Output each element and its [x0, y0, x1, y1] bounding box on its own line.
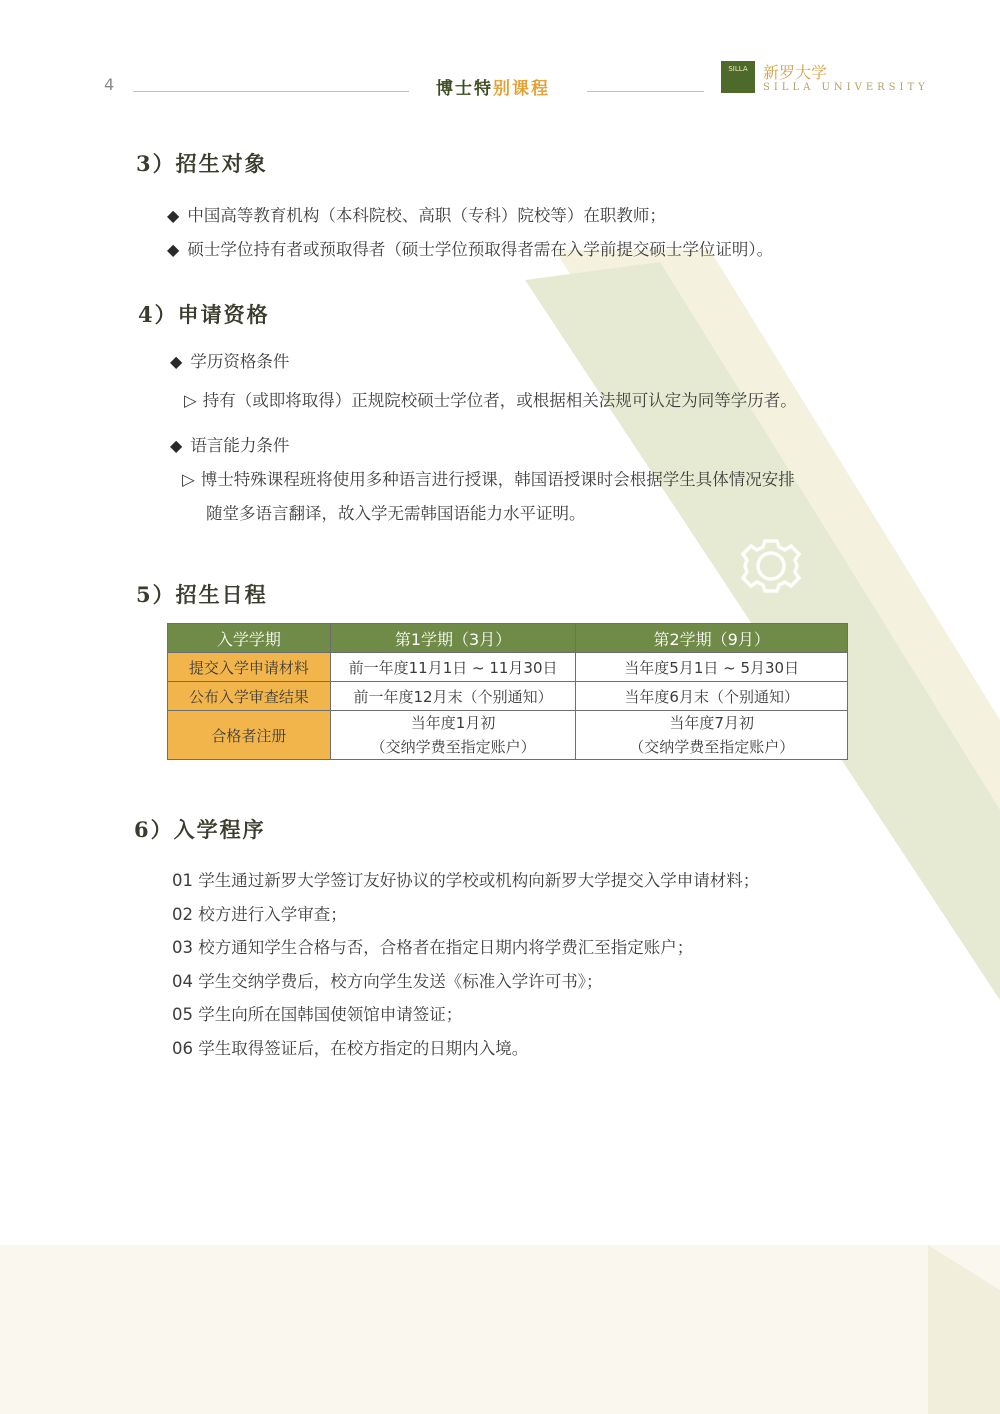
table-cell: 前一年度11月1日 ~ 11月30日 — [330, 653, 576, 682]
schedule-table — [167, 623, 848, 760]
table-row — [168, 711, 848, 760]
language-requirement-text-cont: 随堂多语言翻译，故入学无需韩国语能力水平证明。 — [206, 504, 586, 523]
list-item: ◆ 中国高等教育机构（本科院校、高职（专科）院校等）在职教师； — [167, 206, 666, 225]
subheading-language: ◆ 语言能力条件 — [170, 436, 290, 455]
title-part-1: 博士特 — [436, 79, 493, 99]
language-requirement-text: ▷ 博士特殊课程班将使用多种语言进行授课，韩国语授课时会根据学生具体情况安排 — [182, 470, 795, 489]
row-label: 公布入学审查结果 — [168, 682, 331, 711]
diamond-bullet-icon: ◆ — [170, 436, 183, 455]
table-cell: 当年度1月初 （交纳学费至指定账户） — [330, 711, 576, 760]
title-part-2: 别课程 — [493, 79, 550, 99]
section-4-heading: 4）申请资格 — [138, 302, 270, 327]
document-title — [436, 74, 550, 99]
list-item: 02 校方进行入学审查； — [172, 905, 347, 924]
list-item: 01 学生通过新罗大学签订友好协议的学校或机构向新罗大学提交入学申请材料； — [172, 871, 760, 890]
diamond-bullet-icon: ◆ — [170, 352, 183, 371]
triangle-bullet-icon: ▷ — [184, 391, 197, 410]
subheading-education: ◆ 学历资格条件 — [170, 352, 290, 371]
table-row — [168, 682, 848, 711]
section-3-heading: 3）招生对象 — [136, 151, 268, 176]
triangle-bullet-icon: ▷ — [182, 470, 195, 489]
table-cell: 当年度7月初 （交纳学费至指定账户） — [576, 711, 848, 760]
university-logo-icon — [721, 61, 755, 93]
page-number: 4 — [104, 75, 115, 94]
list-item: 04 学生交纳学费后，校方向学生发送《标准入学许可书》； — [172, 972, 603, 991]
diamond-bullet-icon: ◆ — [167, 206, 180, 225]
logo-mark-text: SILLA — [728, 65, 748, 73]
table-row — [168, 653, 848, 682]
section-5-heading: 5）招生日程 — [136, 582, 268, 607]
table-header-cell: 入学学期 — [168, 624, 331, 653]
table-cell: 当年度6月末（个别通知） — [576, 682, 848, 711]
table-header-row — [168, 624, 848, 653]
header-rule-left — [133, 91, 409, 92]
table-cell: 当年度5月1日 ~ 5月30日 — [576, 653, 848, 682]
section-6-heading: 6）入学程序 — [134, 817, 266, 842]
list-item: 06 学生取得签证后，在校方指定的日期内入境。 — [172, 1039, 529, 1058]
table-header-cell: 第2学期（9月） — [576, 624, 848, 653]
table-header-cell: 第1学期（3月） — [330, 624, 576, 653]
row-label: 提交入学申请材料 — [168, 653, 331, 682]
list-item: 05 学生向所在国韩国使领馆申请签证； — [172, 1005, 463, 1024]
list-item: ◆ 硕士学位持有者或预取得者（硕士学位预取得者需在入学前提交硕士学位证明）。 — [167, 240, 774, 259]
list-item: 03 校方通知学生合格与否，合格者在指定日期内将学费汇至指定账户； — [172, 938, 694, 957]
diamond-bullet-icon: ◆ — [167, 240, 180, 259]
header-rule-right — [587, 91, 704, 92]
row-label: 合格者注册 — [168, 711, 331, 760]
table-cell: 前一年度12月末（个别通知） — [330, 682, 576, 711]
university-name-cn: 新罗大学 — [763, 63, 828, 82]
education-requirement-text: ▷ 持有（或即将取得）正规院校硕士学位者，或根据相关法规可认定为同等学历者。 — [184, 391, 797, 410]
university-name-en: SILLA UNIVERSITY — [763, 82, 929, 93]
